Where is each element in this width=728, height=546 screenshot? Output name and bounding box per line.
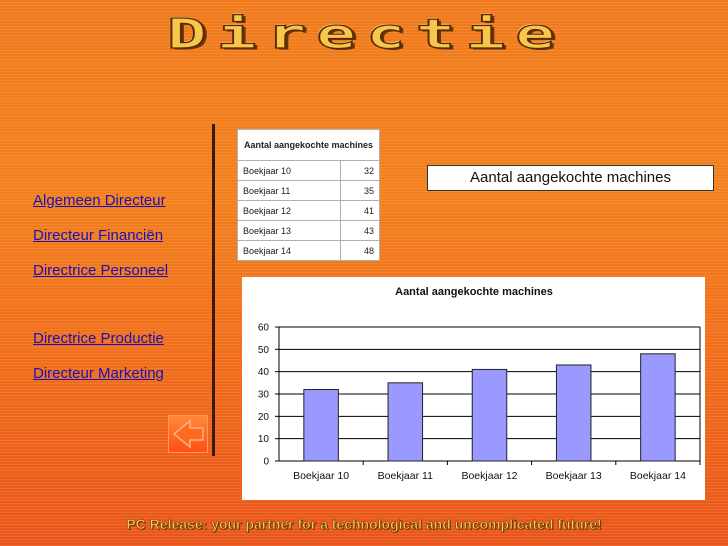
- y-tick-label: 30: [257, 389, 269, 401]
- bar: [641, 354, 676, 461]
- y-tick-label: 10: [257, 434, 269, 446]
- bar-chart: [242, 277, 705, 500]
- bar: [388, 383, 423, 461]
- table-row: [238, 241, 380, 261]
- bar: [304, 390, 339, 461]
- table-cell-label: Boekjaar 14: [238, 241, 341, 261]
- table-cell-value: 48: [341, 241, 380, 261]
- x-tick-label: Boekjaar 10: [293, 470, 350, 482]
- table-cell-label: Boekjaar 10: [238, 161, 341, 181]
- y-tick-label: 20: [257, 411, 269, 423]
- x-tick-label: Boekjaar 12: [461, 470, 518, 482]
- table-cell-value: 35: [341, 181, 380, 201]
- x-tick-label: Boekjaar 13: [545, 470, 602, 482]
- x-tick-label: Boekjaar 14: [629, 470, 686, 482]
- chart-panel: [242, 277, 705, 500]
- chart-title-box: Aantal aangekochte machines: [427, 165, 714, 191]
- table-row: [238, 221, 380, 241]
- chart-title: Aantal aangekochte machines: [395, 286, 553, 298]
- table-row: [238, 181, 380, 201]
- chart-bars: [304, 354, 675, 461]
- chart-x-ticks: [293, 461, 700, 482]
- bar: [556, 365, 591, 461]
- footer-slogan: PC Release: your partner for a technological and uncomplicated future!: [126, 516, 602, 532]
- page-title: Directie: [167, 10, 565, 58]
- table-cell-value: 32: [341, 161, 380, 181]
- x-tick-label: Boekjaar 11: [377, 470, 433, 482]
- nav-algemeen-directeur[interactable]: Algemeen Directeur: [33, 192, 166, 209]
- y-tick-label: 60: [257, 322, 269, 334]
- y-tick-label: 50: [257, 344, 269, 356]
- table-cell-label: Boekjaar 11: [238, 181, 341, 201]
- table-cell-value: 43: [341, 221, 380, 241]
- nav-directeur-marketing[interactable]: Directeur Marketing: [33, 365, 164, 382]
- table-row: [238, 201, 380, 221]
- y-tick-label: 0: [263, 456, 269, 468]
- table-cell-value: 41: [341, 201, 380, 221]
- bar: [472, 369, 507, 461]
- table-cell-label: Boekjaar 13: [238, 221, 341, 241]
- vertical-divider: [212, 124, 215, 456]
- nav-directeur-financien[interactable]: Directeur Financiën: [33, 227, 164, 244]
- table-cell-label: Boekjaar 12: [238, 201, 341, 221]
- nav-directrice-personeel[interactable]: Directrice Personeel: [33, 262, 169, 279]
- back-button[interactable]: [168, 415, 208, 453]
- table-header: Aantal aangekochte machines: [238, 130, 380, 161]
- table-row: [238, 161, 380, 181]
- data-table: [237, 129, 380, 261]
- y-tick-label: 40: [257, 367, 269, 379]
- left-arrow-icon: [168, 415, 208, 453]
- nav-directrice-productie[interactable]: Directrice Productie: [33, 330, 164, 347]
- chart-y-ticks: [258, 323, 279, 468]
